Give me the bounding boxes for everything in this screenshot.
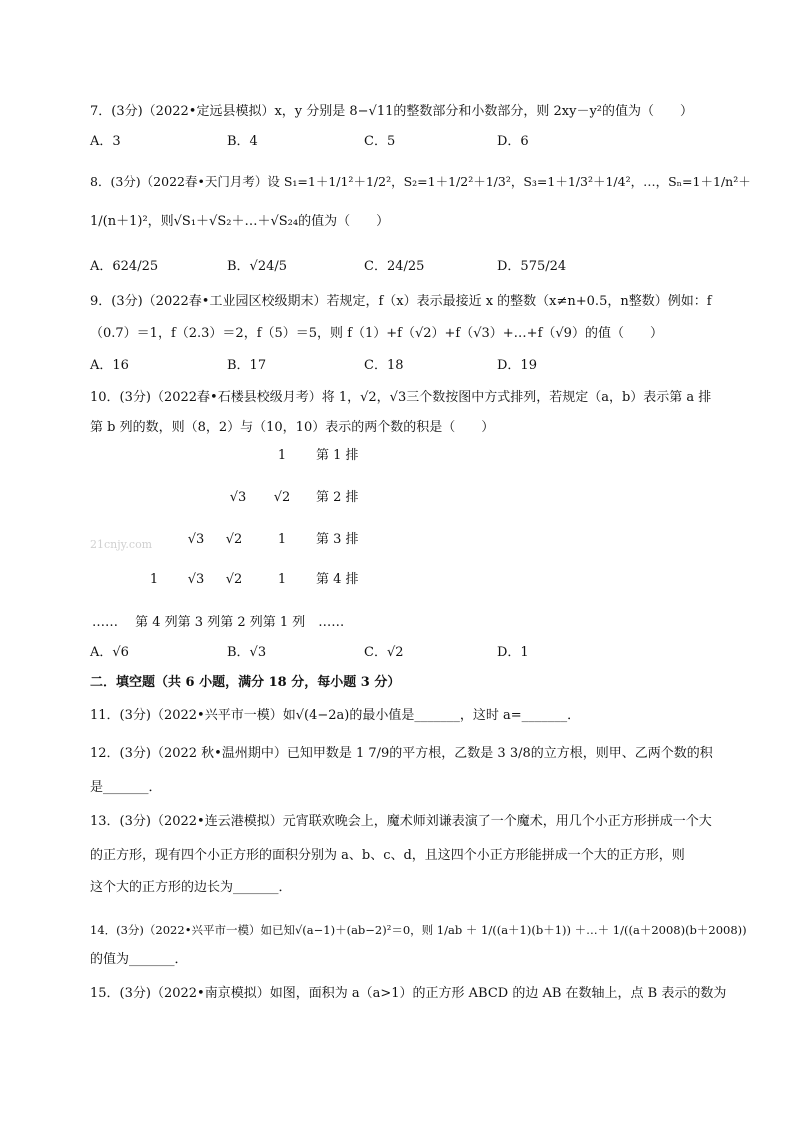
q8-option-c: C．24/25 — [364, 259, 425, 274]
question-12-line1: 12．(3分)（2022 秋•温州期中）已知甲数是 1 7/9的平方根，乙数是 3 3/8的立方根，则甲、乙两个数的积 — [90, 746, 713, 761]
q7-option-a: A．3 — [90, 134, 121, 149]
q7-option-d: D．6 — [497, 134, 529, 149]
question-14-line2: 的值为_______． — [90, 952, 188, 967]
question-10-stem-line1: 10．(3分)（2022春•石楼县校级月考）将 1，√2，√3三个数按图中方式排列，若规定（a，b）表示第 a 排 — [90, 390, 712, 405]
question-13-line2: 的正方形，现有四个小正方形的面积分别为 a、b、c、d，且这四个小正方形能拼成一个大的正方形，则 — [90, 848, 685, 863]
question-9-stem-line1: 9．(3分)（2022春•工业园区校级期末）若规定，f（x）表示最接近 x 的整数（x≠n+0.5，n整数）例如：f — [90, 294, 712, 309]
q8-option-a: A．624/25 — [90, 259, 159, 274]
q10-option-c: C．√2 — [364, 645, 404, 660]
grid-r4-c4: 1 — [149, 572, 159, 587]
grid-row-label-4: 第 4 排 — [316, 572, 359, 587]
grid-r4-c1: 1 — [277, 572, 287, 587]
q9-option-c: C．18 — [364, 358, 404, 373]
q10-option-d: D．1 — [497, 645, 529, 660]
watermark: 21cnjy.com — [90, 538, 153, 551]
grid-r4-c2: √2 — [225, 572, 243, 587]
question-11: 11．(3分)（2022•兴平市一模）如√(4−2a)的最小值是_______，这时 a=_______． — [90, 708, 581, 723]
grid-row-label-3: 第 3 排 — [316, 532, 359, 547]
grid-r1-c1: 1 — [277, 448, 287, 463]
question-8-stem-line2: 1/(n＋1)²，则√S₁＋√S₂＋…＋√S₂₄的值为（ ） — [90, 214, 390, 229]
q8-option-b: B．√24/5 — [227, 259, 288, 274]
question-8-stem-line1: 8．(3分)（2022春•天门月考）设 S₁=1＋1/1²＋1/2²，S₂=1＋1/2²＋1/3²，S₃=1＋1/3²＋1/4²，…，Sₙ=1＋1/n²＋ — [90, 174, 751, 189]
section-heading-fill-in: 二．填空题（共 6 小题，满分 18 分，每小题 3 分） — [90, 675, 401, 690]
grid-r3-c3: √3 — [187, 532, 205, 547]
q10-option-a: A．√6 — [90, 645, 129, 660]
q9-option-a: A．16 — [90, 358, 129, 373]
q9-option-d: D．19 — [497, 358, 537, 373]
question-9-stem-line2: （0.7）＝1，f（2.3）＝2，f（5）＝5，则 f（1）+f（√2）+f（√3）+…+f（√9）的值（ ） — [90, 326, 663, 341]
question-15-line1: 15．(3分)（2022•南京模拟）如图，面积为 a（a>1）的正方形 ABCD 的边 AB 在数轴上，点 B 表示的数为 — [90, 986, 727, 1001]
grid-r3-c2: √2 — [225, 532, 243, 547]
q9-option-b: B．17 — [227, 358, 267, 373]
q7-option-b: B．4 — [227, 134, 258, 149]
grid-row-label-2: 第 2 排 — [316, 490, 359, 505]
grid-column-labels: …… 第 4 列第 3 列第 2 列第 1 列 …… — [92, 615, 345, 630]
question-7-stem: 7．(3分)（2022•定远县模拟）x，y 分别是 8−√11的整数部分和小数部分，则 2xy－y²的值为（ ） — [90, 104, 694, 119]
q10-option-b: B．√3 — [227, 645, 267, 660]
grid-r3-c1: 1 — [277, 532, 287, 547]
question-13-line3: 这个大的正方形的边长为_______． — [90, 880, 292, 895]
question-10-stem-line2: 第 b 列的数，则（8，2）与（10，10）表示的两个数的积是（ ） — [90, 420, 495, 435]
grid-r2-c2: √3 — [229, 490, 247, 505]
question-14-line1: 14．(3分)（2022•兴平市一模）如已知√(a−1)＋(ab−2)²＝0，则 1/ab ＋ 1/((a＋1)(b＋1)) ＋…＋ 1/((a＋2008)(b＋2008)) — [90, 923, 747, 937]
q8-option-d: D．575/24 — [497, 259, 567, 274]
grid-row-label-1: 第 1 排 — [316, 448, 359, 463]
question-13-line1: 13．(3分)（2022•连云港模拟）元宵联欢晚会上，魔术师刘谦表演了一个魔术，用几个小正方形拼成一个大 — [90, 814, 712, 829]
grid-r2-c1: √2 — [273, 490, 291, 505]
grid-r4-c3: √3 — [187, 572, 205, 587]
q7-option-c: C．5 — [364, 134, 396, 149]
question-12-line2: 是_______． — [90, 780, 162, 795]
